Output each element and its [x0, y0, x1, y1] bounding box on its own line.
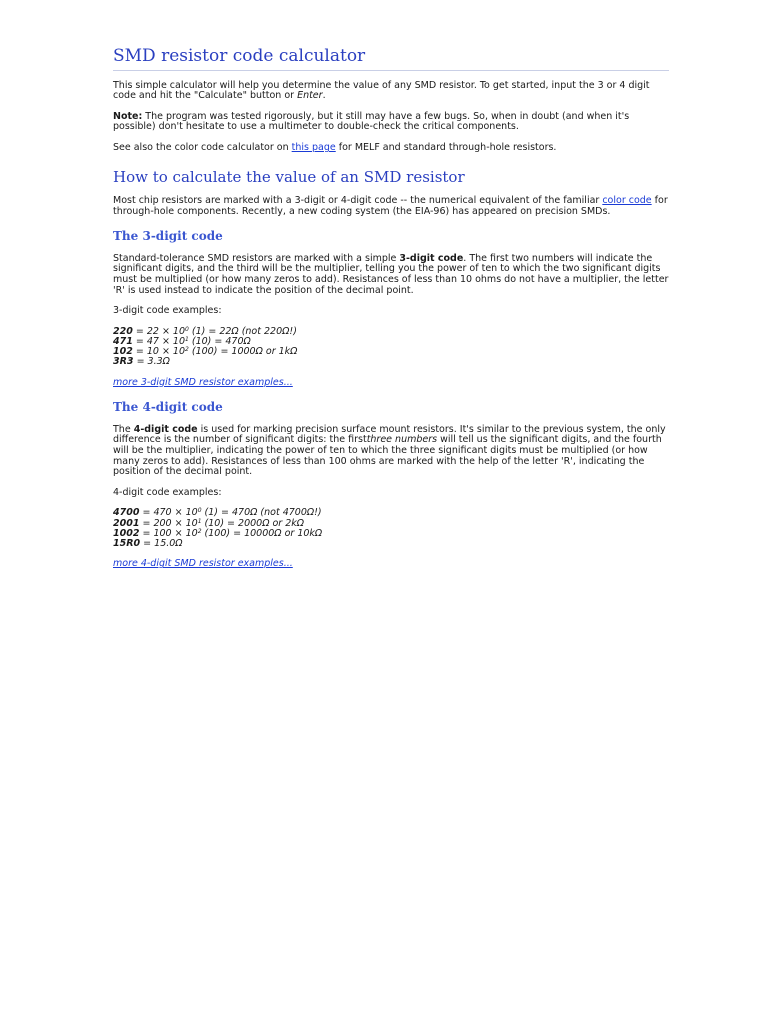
howto-heading: How to calculate the value of an SMD resistor	[113, 167, 465, 186]
example-row: 3R3 = 3.3Ω	[113, 356, 170, 368]
note-label: Note:	[113, 110, 143, 122]
three-digit-examples	[113, 327, 669, 368]
four-digit-examples-label: 4-digit code examples:	[113, 486, 222, 498]
howto-paragraph: Most chip resistors are marked with a 3-digit or 4-digit code -- the numerical equivalent of the familiar color code for through-hole components. Recently, a new coding system (the EIA-96) has appeared on precision SMDs.	[113, 195, 668, 217]
see-also-paragraph: See also the color code calculator on this page for MELF and standard through-hole resistors.	[113, 142, 557, 154]
example-row: $1002 = 100 \times 10^2$ (100) = 10000Ω or 10kΩ	[113, 527, 323, 539]
this-page-link[interactable]: this page	[291, 142, 336, 154]
three-digit-paragraph: Standard-tolerance SMD resistors are marked with a simple 3-digit code. The first two numbers will indicate the significant digits, and the third will be the multiplier, telling you the power of ten to which the two significant digits must be multiplied (or how many zeros to add). Resistances of less than 10 ohms do not have a multiplier, the letter 'R' is used instead to indicate the position of the decimal point.	[113, 252, 669, 296]
four-digit-examples	[113, 508, 669, 549]
color-code-link[interactable]: color code	[602, 195, 652, 207]
example-row: $4700 = 470 \times 10^0$ (1) = 470Ω (not 4700Ω!)	[113, 507, 322, 519]
page-title: SMD resistor code calculator	[113, 44, 669, 71]
intro-paragraph: This simple calculator will help you determine the value of any SMD resistor. To get started, input the 3 or 4 digit code and hit the "Calculate" button or Enter.	[113, 79, 650, 102]
example-row: $102 = 10 \times 10^2$ (100) = 1000Ω or 1kΩ	[113, 346, 298, 358]
more-three-digit	[113, 378, 669, 389]
article	[113, 44, 669, 580]
example-row: $220 = 22 \times 10^0$ (1) = 22Ω (not 220Ω!)	[113, 325, 297, 337]
more-four-digit	[113, 559, 669, 570]
example-row: $2001 = 200 \times 10^1$ (10) = 2000Ω or 2kΩ	[113, 517, 305, 529]
more-3-digit-examples-link[interactable]: more 3-digit SMD resistor examples...	[113, 376, 293, 388]
example-row: $471 = 47 \times 10^1$ (10) = 470Ω	[113, 336, 251, 348]
example-row: 15R0 = 15.0Ω	[113, 538, 183, 550]
four-digit-heading: The 4-digit code	[113, 400, 223, 415]
three-digit-heading: The 3-digit code	[113, 229, 223, 244]
three-digit-examples-label: 3-digit code examples:	[113, 305, 222, 317]
note-paragraph: Note: The program was tested rigorously, but it still may have a few bugs. So, when in doubt (and when it's possible) don't hesitate to use a multimeter to double-check the critical components.	[113, 110, 630, 133]
four-digit-paragraph: The 4-digit code is used for marking precision surface mount resistors. It's similar to the previous system, the only difference is the number of significant digits: the firstthree numbers will tell us the significant digits, and the fourth will be the multiplier, indicating the power of ten to which the three significant digits must be multiplied (or how many zeros to add). Resistances of less than 100 ohms are marked with the help of the letter 'R', indicating the position of the decimal point.	[113, 423, 666, 478]
more-4-digit-examples-link[interactable]: more 4-digit SMD resistor examples...	[113, 558, 293, 570]
